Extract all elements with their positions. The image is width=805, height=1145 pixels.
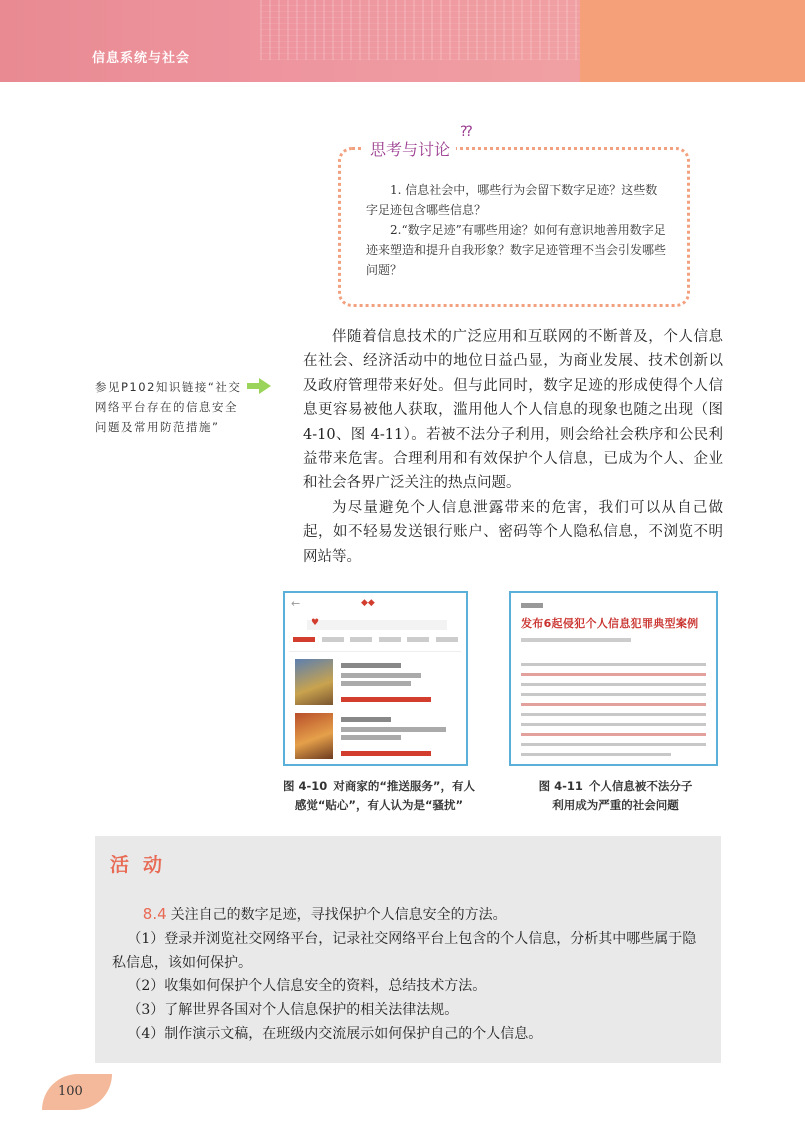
body-paragraph-2: 为尽量避免个人信息泄露带来的危害，我们可以从自己做起，如不轻易发送银行账户、密码等个人隐私信息，不浏览不明网站等。 <box>303 499 723 565</box>
activity-item-3: （3）了解世界各国对个人信息保护的相关法律法规。 <box>127 1002 459 1019</box>
header-texture <box>260 0 580 60</box>
news-headline: 发布6起侵犯个人信息犯罪典型案例 <box>521 617 699 630</box>
divider <box>289 651 461 652</box>
figure-4-11-caption: 图 4-11 个人信息被不法分子 利用成为严重的社会问题 <box>538 779 693 812</box>
question-2: 2.“数字足迹”有哪些用途？如何有意识地善用数字足迹来塑造和提升自我形象？数字足迹管理不当会引发哪些问题？ <box>366 223 667 277</box>
figure-number: 图 4-11 <box>538 779 583 793</box>
back-arrow-icon: ← <box>291 597 301 610</box>
category-tabs <box>293 637 458 647</box>
page-number: 100 <box>58 1084 83 1099</box>
chapter-title: 信息系统与社会 <box>92 51 191 66</box>
activity-lead: 8.4 关注自己的数字足迹，寻找保护个人信息安全的方法。 <box>142 905 507 923</box>
activity-title: 活动 <box>110 854 177 876</box>
activity-item-4: （4）制作演示文稿，在班级内交流展示如何保护自己的个人信息。 <box>127 1025 543 1042</box>
book-cover-2 <box>295 713 333 759</box>
question-1: 1. 信息社会中，哪些行为会留下数字足迹？这些数字足迹包含哪些信息？ <box>366 183 658 217</box>
figure-4-11-image <box>509 591 718 766</box>
figure-4-10-image <box>283 591 468 766</box>
book-cover-1 <box>295 659 333 705</box>
heart-icon: ♥ <box>311 618 320 628</box>
news-source <box>521 603 543 608</box>
header-banner <box>0 0 580 82</box>
side-note-reference: 参见P102知识链接“社交网络平台存在的信息安全问题及常用防范措施” <box>95 380 242 434</box>
think-discuss-questions <box>366 180 666 280</box>
think-discuss-title: 思考与讨论 <box>364 137 456 160</box>
question-marks-icon: ?? <box>460 124 471 140</box>
app-top-bar <box>285 593 466 615</box>
app-logo-icon: ◆◆ <box>361 598 375 608</box>
figure-number: 图 4-10 <box>283 779 328 793</box>
activity-item-1: （1）登录并浏览社交网络平台，记录社交网络平台上包含的个人信息，分析其中哪些属于隐私信息，该如何保护。 <box>112 930 697 971</box>
activity-number: 8.4 <box>142 905 167 923</box>
green-arrow-icon <box>247 378 271 394</box>
recommend-banner <box>307 620 447 630</box>
activity-content <box>112 903 708 1047</box>
activity-item-2: （2）收集如何保护个人信息安全的资料，总结技术方法。 <box>127 978 487 995</box>
main-body-text <box>303 325 723 569</box>
news-meta <box>521 638 631 642</box>
figure-4-10-caption: 图 4-10 对商家的“推送服务”，有人 感觉“贴心”，有人认为是“骚扰” <box>283 779 475 812</box>
body-paragraph-1: 伴随着信息技术的广泛应用和互联网的不断普及，个人信息在社会、经济活动中的地位日益凸显，为商业发展、技术创新以及政府管理带来好处。但与此同时，数字足迹的形成使得个人信息更容易被他人获取，滥用他人个人信息的现象也随之出现（图 4-10、图 4-11）。若被不法分子利用，则会给社会秩序和公民利益带来危害。合理利用和有效保护个人信息，已成为个人、企业和社会各界广泛关注的热点问题。 <box>303 329 723 492</box>
